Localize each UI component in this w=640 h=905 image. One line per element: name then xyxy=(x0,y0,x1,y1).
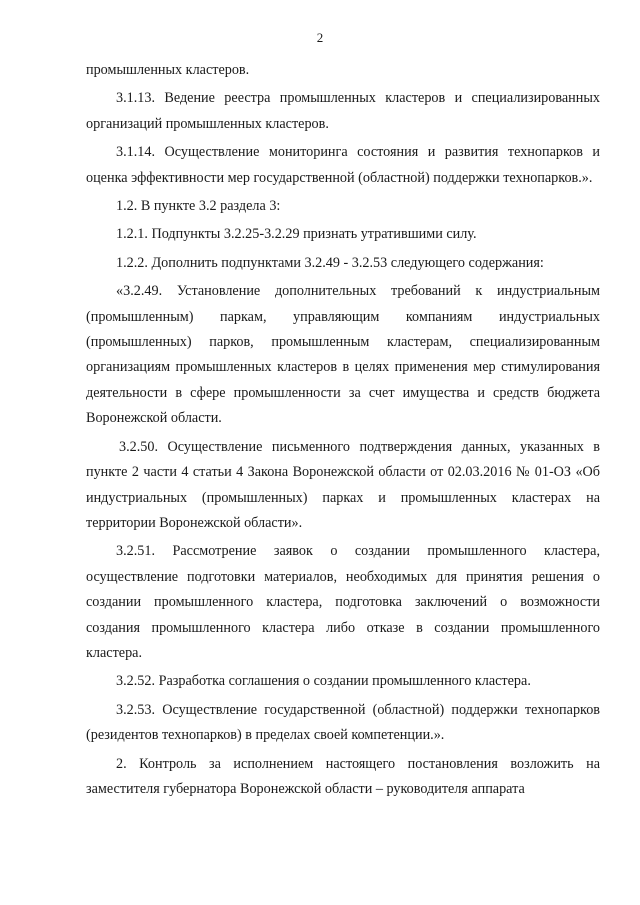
paragraph-1-2-1: 1.2.1. Подпункты 3.2.25-3.2.29 признать утратившими силу. xyxy=(116,226,477,243)
paragraph-1-2-2: 1.2.2. Дополнить подпунктами 3.2.49 - 3.2.53 следующего содержания: xyxy=(116,254,544,271)
paragraph-1-2: 1.2. В пункте 3.2 раздела 3: xyxy=(116,198,281,215)
page-number: 2 xyxy=(316,30,324,45)
paragraph-3-2-53: 3.2.53. Осуществление государственной (областной) поддержки технопарков (резидентов технопарков) в пределах своей компетенции.». xyxy=(86,701,600,744)
document-body xyxy=(86,58,600,805)
paragraph-2-control: 2. Контроль за исполнением настоящего постановления возложить на заместителя губернатора Воронежской области – руководителя аппарата xyxy=(86,755,600,797)
paragraph-3-1-14: 3.1.14. Осуществление мониторинга состояния и развития технопарков и оценка эффективности мер государственной (областной) поддержки технопарков.». xyxy=(86,144,600,186)
paragraph-3-2-49: «3.2.49. Установление дополнительных требований к индустриальным (промышленным) паркам, управляющим компаниям индустриальных (промышленных) парков, промышленным кластерам, специализированным организациям промышленных кластеров в целях применения мер стимулирования деятельности в сфере промышленности за счет имущества и средств бюджета Воронежской области. xyxy=(86,283,600,427)
paragraph-3-2-51: 3.2.51. Рассмотрение заявок о создании промышленного кластера, осуществление подготовки материалов, необходимых для принятия решения о создании промышленного кластера, подготовка заключений о возможности создания промышленного кластера либо отказе в создании промышленного кластера. xyxy=(86,543,600,661)
paragraph-3-2-50: 3.2.50. Осуществление письменного подтверждения данных, указанных в пункте 2 части 4 статьи 4 Закона Воронежской области от 02.03.2016 № 01-ОЗ «Об индустриальных (промышленных) парках и промышленных кластерах на территории Воронежской области». xyxy=(86,438,600,531)
paragraph-3-2-52: 3.2.52. Разработка соглашения о создании промышленного кластера. xyxy=(116,673,531,690)
paragraph-3-1-13: 3.1.13. Ведение реестра промышленных кластеров и специализированных организаций промышленных кластеров. xyxy=(86,90,600,132)
paragraph-continuation: промышленных кластеров. xyxy=(86,62,250,78)
